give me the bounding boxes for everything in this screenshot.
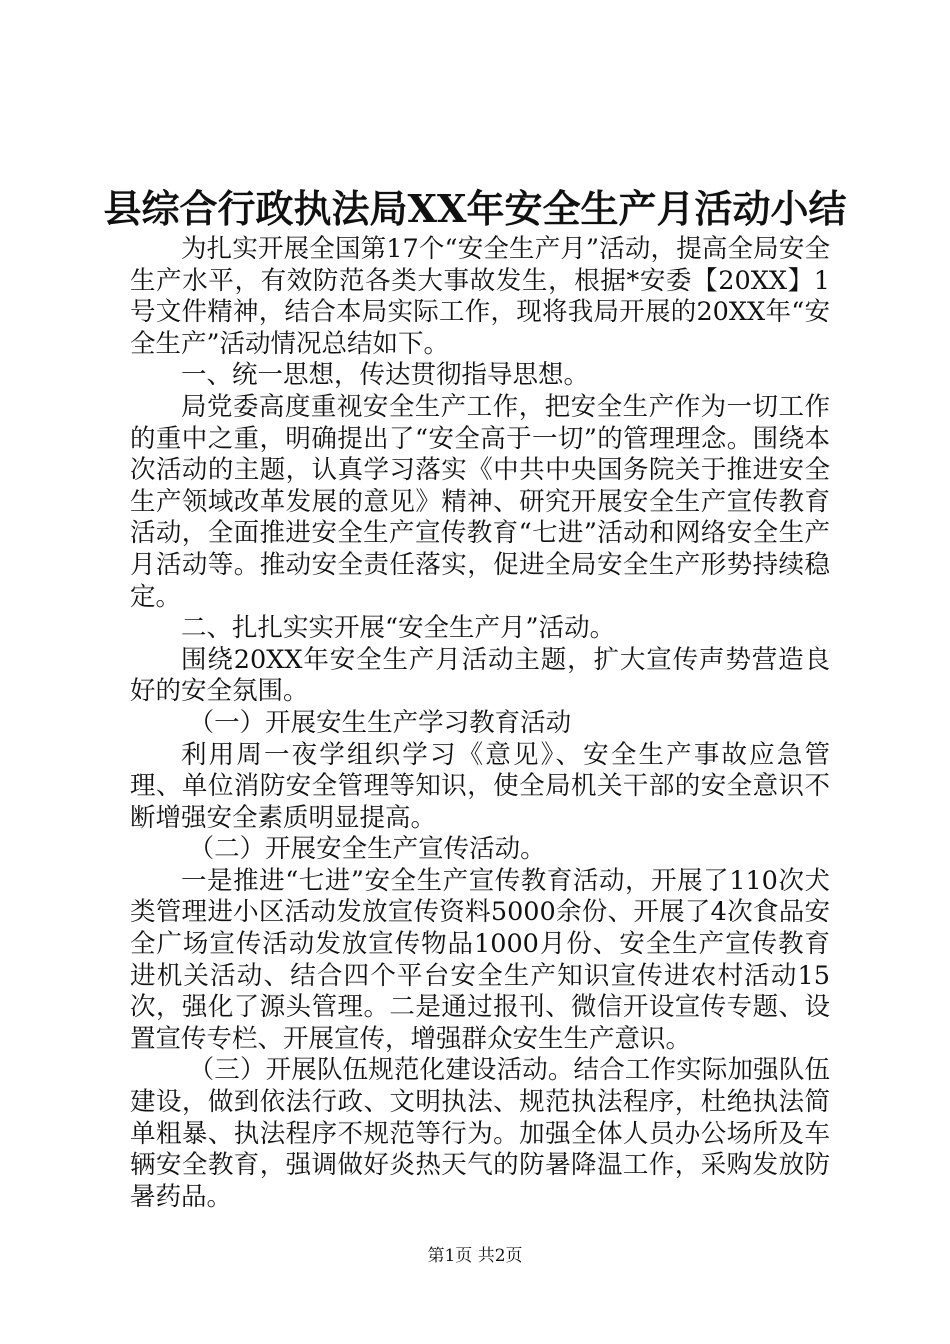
paragraph-subsection-3: （三）开展队伍规范化建设活动。结合工作实际加强队伍建设，做到依法行政、文明执法、规范执法程序，杜绝执法简单粗暴、执法程序不规范等行为。加强全体人员办公场所及车辆安全教育，强调做好炎热天气的防暑降温工作，采购发放防暑药品。 <box>130 1055 830 1212</box>
paragraph-subsection-2: 一是推进“七进”安全生产宣传教育活动，开展了110次犬类管理进小区活动发放宣传资料5000余份、开展了4次食品安全广场宣传活动发放宣传物品1000月份、安全生产宣传教育进机关活动、结合四个平台安全生产知识宣传进农村活动15次，强化了源头管理。二是通过报刊、微信开设宣传专题、设置宣传专栏、开展宣传，增强群众安生生产意识。 <box>130 865 830 1054</box>
paragraph-section-2: 围绕20XX年安全生产月活动主题，扩大宣传声势营造良好的安全氛围。 <box>130 644 830 707</box>
section-heading-2: 二、扎扎实实开展“安全生产月”活动。 <box>181 613 616 644</box>
paragraph-subsection-1: 利用周一夜学组织学习《意见》、安全生产事故应急管理、单位消防安全管理等知识，使全局机关干部的安全意识不断增强安全素质明显提高。 <box>130 739 830 833</box>
document-body <box>130 234 830 1213</box>
paragraph-intro: 为扎实开展全国第17个“安全生产月”活动，提高全局安全生产水平，有效防范各类大事故发生，根据*安委【20XX】1号文件精神，结合本局实际工作，现将我局开展的20XX年“安全生产”活动情况总结如下。 <box>130 234 830 359</box>
subsection-heading-1: （一）开展安生生产学习教育活动 <box>188 707 572 738</box>
subsection-heading-2: （二）开展安全生产宣传活动。 <box>188 834 546 865</box>
section-heading-1: 一、统一思想，传达贯彻指导思想。 <box>181 360 590 391</box>
page-number-footer: 第1页 共2页 <box>427 1246 523 1266</box>
document-title: 县综合行政执法局XX年安全生产月活动小结 <box>103 186 847 231</box>
paragraph-section-1: 局党委高度重视安全生产工作，把安全生产作为一切工作的重中之重，明确提出了“安全高于一切”的管理理念。围绕本次活动的主题，认真学习落实《中共中央国务院关于推进安全生产领域改革发展的意见》精神、研究开展安全生产宣传教育活动，全面推进安全生产宣传教育“七进”活动和网络安全生产月活动等。推动安全责任落实，促进全局安全生产形势持续稳定。 <box>130 391 830 612</box>
